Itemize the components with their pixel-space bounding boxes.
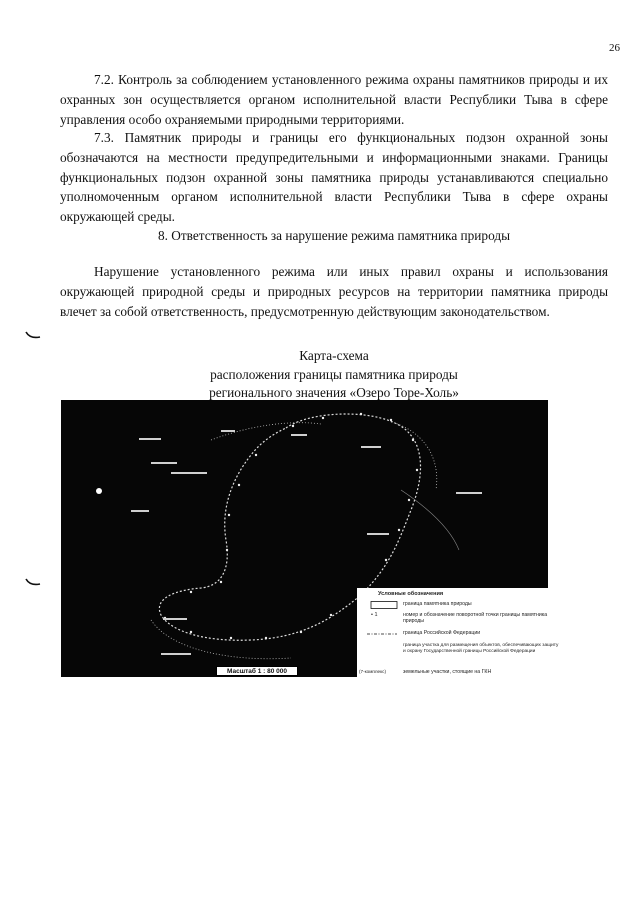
legend-text: граница памятника природы (403, 601, 472, 607)
map-marker (96, 488, 102, 494)
legend-text: земельные участки, стоящие на ГКН (403, 669, 492, 675)
scan-margin-mark (24, 577, 42, 587)
map-scale-label: Масштаб 1 : 80 000 (216, 666, 298, 676)
paragraph-7-2: 7.2. Контроль за соблюдением установленного режима охраны памятников природы и их охранных зон осуществляется органом исполнительной власти Республики Тыва в сфере управления особо охраняемыми природными территориями. (60, 72, 608, 127)
parcel-symbol: (7-комплекс) (359, 669, 386, 674)
paragraph-7-3: 7.3. Памятник природы и границы его функциональных подзон охранной зоны обозначаются на местности предупредительными и информационными знаками. Границы функциональных подзон охранной зоны памятника природы устанавливаются специально уполномоченным органом исполнительной власти Республики Тыва в сфере охраны окружающей среды. (60, 130, 608, 225)
river-line (401, 490, 459, 550)
border-symbol (363, 630, 399, 638)
scan-margin-mark (24, 330, 42, 340)
map-title (60, 347, 608, 403)
section-heading: 8. Ответственность за нарушение режима памятника природы (157, 228, 511, 243)
legend-text: номер и обозначение поворотной точки границы памятника природы (403, 612, 548, 624)
paragraph-8: Нарушение установленного режима или иных правил охраны и использования окружающей природной среды и природных ресурсов на территории памятника природы влечет за собой ответственность, предусмотренную действующим законодательством. (60, 264, 608, 319)
page-number: 26 (609, 42, 620, 54)
map-title-line: расположения границы памятника природы (210, 366, 458, 382)
legend-text: граница участка для размещения объектов, обеспечивающих защиту и охрану Государственной границы Российской Федерации (403, 643, 559, 654)
legend-text: граница Российской Федерации (403, 630, 481, 636)
boundary-symbol (363, 601, 399, 609)
point-symbol: • 1 (371, 612, 378, 618)
map-title-line: регионального значения «Озеро Торе-Холь» (209, 385, 459, 400)
map-legend (357, 588, 564, 680)
legend-title: Условные обозначения (378, 591, 444, 597)
map-title-line: Карта-схема (299, 348, 369, 363)
